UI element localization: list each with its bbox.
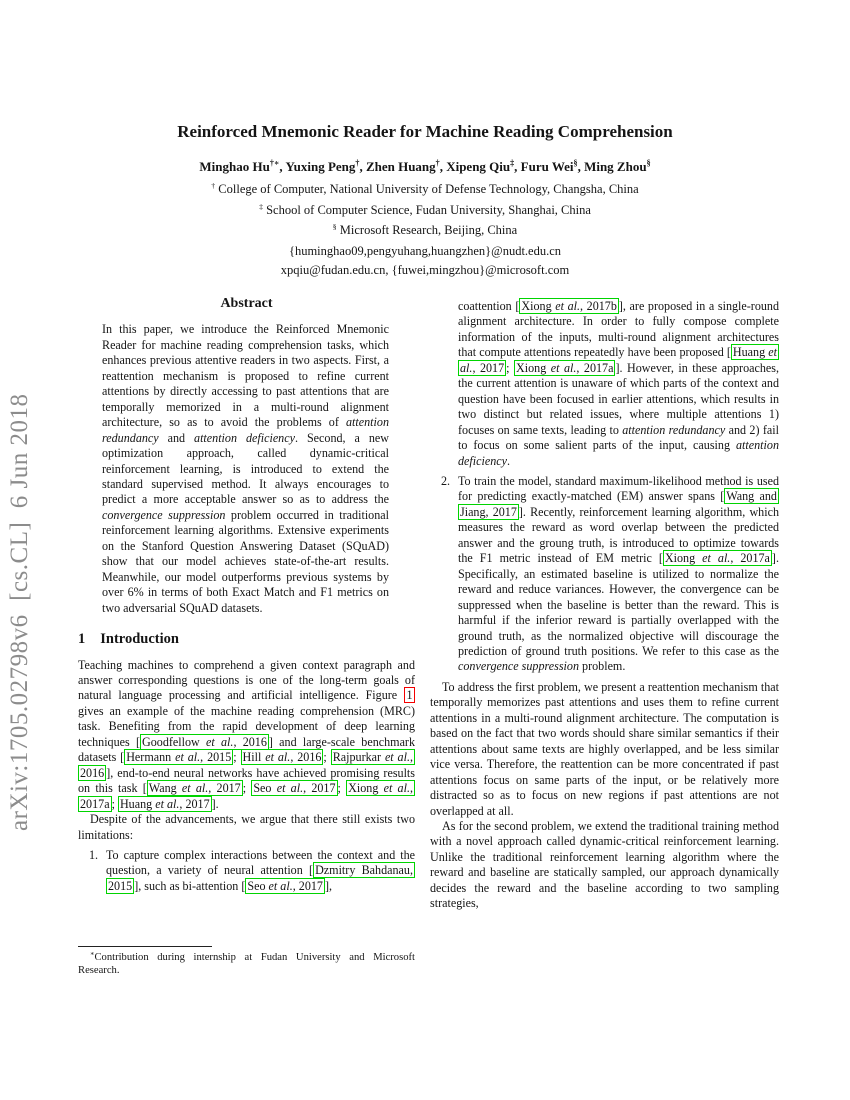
right-column: [430, 299, 779, 912]
text-run: convergence suppression: [102, 507, 226, 522]
text-run: . Second, a new optimization approach, called dynamic-critical reinforcement learning, is introduced to extend the standard supervised method. It always encourages to predict a more acceptable answer so as to address the: [102, 430, 389, 507]
email-line-nudt: {huminghao09,pengyuhang,huangzhen}@nudt.edu.cn: [288, 243, 562, 258]
limitation-item-2-text: [458, 474, 779, 675]
text-run: et al.: [155, 796, 180, 811]
text-run: ;: [233, 750, 241, 765]
affiliation-nudt: [0, 182, 850, 197]
intro-paragraph-2: [78, 812, 415, 843]
superscript-mark: ‡: [259, 201, 263, 211]
citation-link[interactable]: [140, 734, 269, 750]
text-run: convergence suppression: [458, 659, 580, 674]
text-run: , 2017b: [580, 299, 617, 313]
paper-header: [0, 122, 850, 282]
text-run: ] and large-scale benchmark datasets [: [78, 734, 416, 765]
section-heading-introduction: [78, 632, 415, 647]
text-run: Despite of the advancements, we argue that there still exists two limitations:: [78, 812, 415, 842]
text-run: ], end-to-end neural networks have achieved promising results on this task [: [78, 765, 415, 796]
section-number: 1: [78, 631, 86, 648]
limitation-item-1-continued: [430, 299, 779, 469]
text-run: et al.: [206, 734, 234, 749]
text-run: , 2017: [303, 781, 336, 796]
text-run: ;: [337, 781, 347, 796]
text-run: School of Computer Science, Fudan University, Shanghai, China: [262, 202, 591, 217]
text-run: et al.: [555, 299, 581, 313]
superscript-mark: §: [573, 158, 578, 168]
text-run: et al.: [175, 750, 201, 765]
text-run: Xiong: [348, 781, 384, 796]
text-run: Huang: [119, 796, 156, 811]
text-run: attention redundancy: [622, 422, 726, 437]
citation-link[interactable]: [519, 298, 619, 314]
text-run: et al.: [383, 781, 410, 796]
text-run: et al.: [550, 360, 577, 375]
authors-line: [0, 159, 850, 175]
text-run: Xiong: [516, 360, 551, 375]
text-run: ;: [323, 750, 331, 765]
text-run: and: [158, 430, 195, 445]
text-run: ]. However, in these approaches, the current attention is unaware of which parts of the context and question have been focused in earlier attentions, which results in two distinct but related issues, where multiple attentions 1) focuses on same texts, leading to: [458, 360, 780, 437]
superscript-mark: †∗: [269, 158, 280, 168]
text-run: et al.: [384, 750, 410, 765]
text-run: , 2017a: [730, 551, 770, 566]
text-run: .: [507, 453, 511, 468]
superscript-mark: §: [332, 221, 337, 231]
list-marker-1: 1.: [89, 847, 99, 862]
intro-paragraph-1: [78, 658, 415, 813]
citation-link[interactable]: [663, 550, 772, 566]
citation-link[interactable]: [251, 780, 337, 796]
text-run: and 2) fail to focus on some salient parts of the input, causing: [458, 422, 779, 453]
list-marker-2: 2.: [441, 473, 451, 488]
text-run: , 2017a: [80, 781, 414, 811]
text-run: , 2016: [233, 734, 267, 749]
text-run: ;: [506, 360, 514, 375]
citation-link[interactable]: [147, 780, 243, 796]
text-run: Seo: [247, 878, 269, 893]
text-run: attention deficiency: [194, 430, 295, 445]
text-run: , 2017: [292, 878, 323, 893]
text-run: Teaching machines to comprehend a given context paragraph and answer corresponding questions is one of the long-term goals of natural language processing and artificial intelligence. Figure: [78, 657, 415, 703]
limitation-item-1-continued-text: [458, 299, 779, 469]
text-run: et al.: [276, 781, 304, 796]
text-run: Huang: [732, 345, 769, 360]
text-run: , 2017: [208, 781, 241, 796]
text-run: et al.: [702, 551, 731, 566]
text-run: To capture complex interactions between the context and the question, a variety of neural attention [: [106, 847, 415, 878]
figure-ref-link[interactable]: [404, 687, 415, 703]
limitation-item-1-text: [106, 848, 415, 894]
text-run: ], are proposed in a single-round alignment architecture. In order to fully compose complete information of the inputs, multi-round alignment architectures that compute attentions repeatedly have been proposed [: [458, 299, 780, 360]
text-run: ], such as bi-attention [: [134, 878, 246, 893]
superscript-mark: ∗: [90, 950, 95, 958]
text-run: ],: [324, 878, 333, 893]
text-run: problem.: [579, 659, 626, 674]
citation-link[interactable]: [241, 749, 324, 765]
text-run: gives an example of the machine reading comprehension (MRC) task. Benefiting from the rapid development of deep learning techniques [: [78, 703, 415, 749]
text-run: Xiong: [664, 551, 703, 566]
text-run: ].: [211, 796, 219, 811]
text-run: Wang and Jiang, 2017: [460, 489, 777, 519]
abstract-heading: Abstract: [220, 296, 273, 311]
arxiv-watermark: arXiv:1705.02798v6 [cs.CL] 6 Jun 2018: [6, 393, 33, 831]
text-run: Contribution during internship at Fudan University and Microsoft Research.: [78, 952, 415, 977]
text-run: et al.: [460, 345, 777, 375]
text-run: , 2016: [80, 750, 414, 780]
email-line-fudan-microsoft: xpqiu@fudan.edu.cn, {fuwei,mingzhou}@microsoft.com: [280, 262, 570, 277]
text-run: , 2015: [200, 750, 232, 765]
text-run: As for the second problem, we extend the traditional training method with a novel approach called dynamic-critical reinforcement learning. Unlike the traditional reinforcement learning algorithm where the reward and baseline are statically sampled, our approach dynamically decides the reward and the baseline according to two sampling strategies,: [430, 818, 779, 911]
superscript-mark: †: [355, 158, 360, 168]
text-run: , 2017a: [576, 360, 614, 375]
superscript-mark: †: [435, 158, 440, 168]
text-run: , Ming Zhou: [577, 159, 647, 174]
citation-link[interactable]: [514, 360, 615, 376]
reattention-paragraph: [430, 680, 779, 819]
text-run: Minghao Hu: [199, 159, 270, 174]
text-run: , Zhen Huang: [359, 159, 436, 174]
text-run: et al.: [181, 781, 209, 796]
text-run: To train the model, standard maximum-likelihood method is used for predicting exactly-matched (EM) answer spans [: [458, 473, 779, 504]
text-run: ]. Specifically, an estimated baseline is utilized to normalize the reward and reduce variances. However, the convergence can be suppressed when the baseline is better than the reward. This is harmful if the inferior reward is partially overlapped with the ground truth, as the normalized objective will discourage the prediction of ground truth positions. We refer to this case as the: [458, 551, 779, 658]
text-run: ;: [242, 781, 252, 796]
text-run: , Furu Wei: [514, 159, 574, 174]
text-run: attention redundancy: [102, 415, 389, 445]
text-run: Hermann: [126, 750, 176, 765]
text-run: ]. Recently, reinforcement learning algorithm, which measures the reward as word overlap between the predicted answer and the groung truth, is introduced to optimize towards the F1 metric instead of EM metric [: [458, 504, 780, 566]
contribution-footnote: [78, 951, 415, 978]
text-run: problem occurred in traditional reinforcement learning algorithms. Extensive experiments on the Stanford Question Answering Dataset (SQuAD) show that our model achieves state-of-the-art results. Meanwhile, our model outperforms previous systems by over 6% in terms of both Exact Match and F1 metrics on two adversarial SQuAD datasets.: [102, 507, 389, 615]
text-run: , Yuxing Peng: [279, 159, 356, 174]
superscript-mark: ‡: [510, 158, 515, 168]
affiliation-fudan: [0, 203, 850, 218]
text-run: , 2016: [290, 750, 322, 765]
footnote-rule: [78, 946, 212, 947]
citation-link[interactable]: [118, 796, 212, 812]
text-run: Microsoft Research, Beijing, China: [336, 223, 518, 237]
text-run: Dzmitry Bahdanau, 2015: [108, 863, 413, 893]
text-run: 1: [406, 688, 413, 703]
left-column: [78, 296, 415, 894]
superscript-mark: †: [211, 180, 216, 190]
text-run: College of Computer, National University of Defense Technology, Changsha, China: [215, 182, 639, 196]
text-run: et al.: [265, 750, 291, 765]
text-run: , 2017: [472, 360, 505, 375]
citation-link[interactable]: [124, 749, 233, 765]
text-run: coattention [: [458, 299, 520, 313]
affiliation-microsoft: [0, 223, 850, 238]
paper-title: Reinforced Mnemonic Reader for Machine Reading Comprehension: [177, 122, 673, 141]
text-run: , 2017: [179, 796, 210, 811]
limitation-item-1: [78, 848, 415, 894]
footnote-text: [78, 952, 415, 976]
text-run: To address the first problem, we present a reattention mechanism that temporally memorizes past attentions and uses them to refine current attentions in a multi-round alignment architecture. The computation is based on the fact that two words should share similar semantics if their attentions about same texts are highly overlapped, and be less similar vice versa. Therefore, the reattention can be more concentrated if past attentions focus on same parts of the input, or be relatively more distracted so as to focus on new regions if past attentions are not overlapped at all.: [430, 679, 779, 818]
text-run: ;: [111, 796, 118, 811]
text-run: et al.: [268, 878, 293, 893]
text-run: Goodfellow: [142, 734, 207, 749]
text-run: Hill: [242, 750, 266, 765]
superscript-mark: §: [646, 158, 651, 168]
limitation-item-2: [430, 474, 779, 675]
text-run: , Xipeng Qiu: [439, 159, 511, 174]
text-run: In this paper, we introduce the Reinforced Mnemonic Reader for machine reading comprehension tasks, which enhances previous attentive readers in two aspects. First, a reattention mechanism is proposed to refine current attentions by directly accessing to past attentions that are temporally memorized in a multi-round alignment architecture, so as to avoid the problems of: [102, 322, 389, 430]
abstract-body: [102, 322, 389, 616]
text-run: Xiong: [521, 299, 556, 313]
text-run: Rajpurkar: [332, 750, 385, 765]
dcrl-paragraph: [430, 819, 779, 912]
citation-link[interactable]: [245, 878, 325, 894]
text-run: Wang: [148, 781, 182, 796]
text-run: attention deficiency: [458, 438, 779, 468]
section-title: Introduction: [100, 631, 179, 648]
text-run: Seo: [253, 781, 277, 796]
